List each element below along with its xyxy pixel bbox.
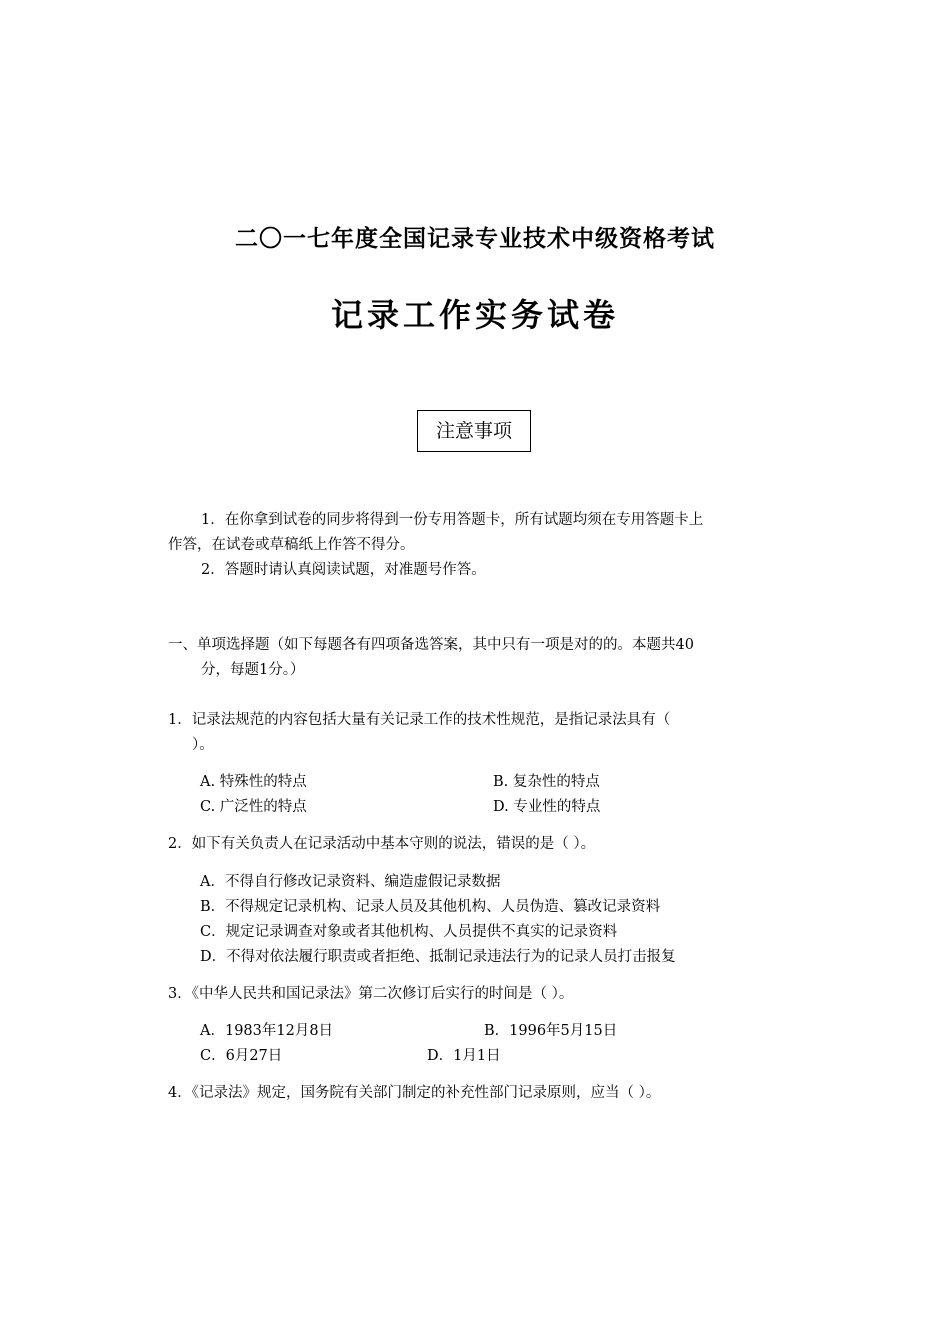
question-2-option-b: B．不得规定记录机构、记录人员及其他机构、人员伪造、篡改记录资料 (200, 899, 661, 915)
notice-heading-box: 注意事项 (417, 410, 531, 452)
notice-list (168, 508, 788, 583)
question-1-option-c: C. 广泛性的特点 (200, 799, 307, 815)
section-heading-line2: 分，每题1分。） (201, 662, 305, 678)
notice-item-1-continued: 作答，在试卷或草稿纸上作答不得分。 (168, 537, 415, 553)
notice-item-1: 1．在你拿到试卷的同步将得到一份专用答题卡，所有试题均须在专用答题卡上 (201, 512, 704, 528)
question-1-option-b: B. 复杂性的特点 (493, 774, 600, 790)
question-1-option-a: A. 特殊性的特点 (200, 774, 307, 790)
question-1-stem-continued: ）。 (192, 737, 214, 753)
question-3-option-b: B．1996年5月15日 (484, 1023, 618, 1039)
question-3-stem: 3．《中华人民共和国记录法》第二次修订后实行的时间是（ ）。 (168, 986, 574, 1002)
paper-title: 记录工作实务试卷 (330, 296, 619, 334)
question-2-option-d: D．不得对依法履行职责或者拒绝、抵制记录违法行为的记录人员打击报复 (200, 949, 676, 965)
section-heading (168, 633, 788, 683)
section-heading-line1: 一、单项选择题（如下每题各有四项备选答案，其中只有一项是对的的。本题共40 (168, 637, 694, 653)
question-2-option-a: A．不得自行修改记录资料、编造虚假记录数据 (200, 874, 501, 890)
question-2-option-c: C．规定记录调查对象或者其他机构、人员提供不真实的记录资料 (200, 924, 618, 940)
question-3-option-c: C．6月27日 (200, 1048, 283, 1064)
question-1 (168, 708, 788, 758)
exam-title: 二〇一七年度全国记录专业技术中级资格考试 (235, 226, 715, 252)
question-3-option-a: A．1983年12月8日 (200, 1023, 334, 1039)
question-1-stem: 1．记录法规范的内容包括大量有关记录工作的技术性规范，是指记录法具有（ (168, 712, 671, 728)
question-4-stem: 4．《记录法》规定，国务院有关部门制定的补充性部门记录原则，应当（ ）。 (168, 1085, 661, 1101)
question-2-stem: 2．如下有关负责人在记录活动中基本守则的说法，错误的是（ ）。 (168, 836, 596, 852)
notice-item-2: 2．答题时请认真阅读试题，对准题号作答。 (201, 562, 486, 578)
question-3-option-d: D．1月1日 (427, 1048, 501, 1064)
question-1-option-d: D. 专业性的特点 (493, 799, 601, 815)
